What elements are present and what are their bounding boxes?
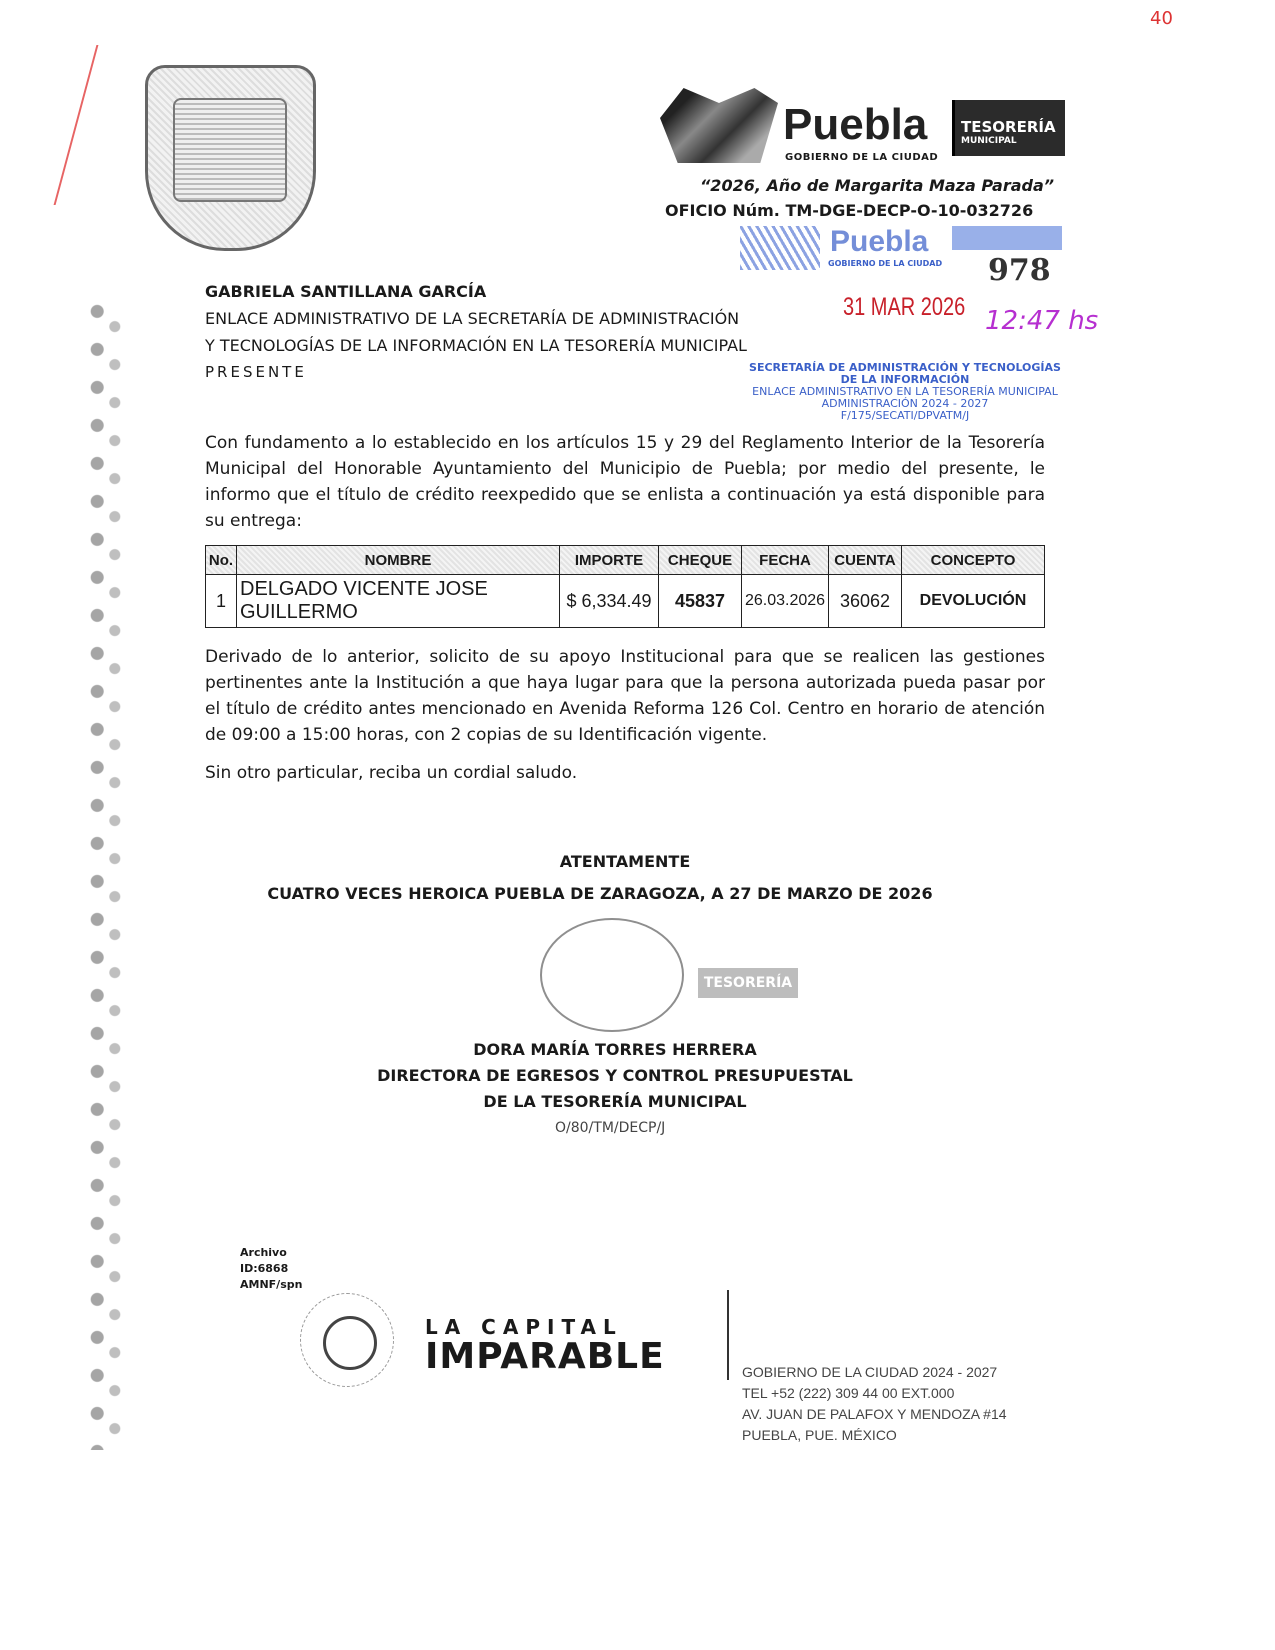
- city-coat-of-arms-seal: [145, 65, 316, 251]
- cell-no: 1: [206, 575, 237, 628]
- puebla-logo-word: Puebla: [783, 100, 928, 149]
- footer-line: AV. JUAN DE PALAFOX Y MENDOZA #14: [742, 1406, 1007, 1422]
- stamp-line: F/175/SECATI/DPVATM/J: [840, 409, 970, 422]
- signer-title-1: DIRECTORA DE EGRESOS Y CONTROL PRESUPUESTAL: [377, 1066, 853, 1085]
- stamp-logo-word: Puebla: [830, 225, 929, 258]
- body-paragraph-1: Con fundamento a lo establecido en los artículos 15 y 29 del Reglamento Interior de la Tesorería Municipal del Honorable Ayuntamiento del Municipio de Puebla; por medio del presente, le informo que el título de crédito reexpedido que se enlista a continuación ya está disponible para su entrega:: [205, 433, 1045, 531]
- archive-line: ID:6868: [240, 1262, 289, 1275]
- slogan-line-1: LA CAPITAL: [425, 1315, 623, 1339]
- col-importe: IMPORTE: [560, 546, 659, 575]
- footer-contact: [742, 1362, 1007, 1446]
- stamp-line: ENLACE ADMINISTRATIVO EN LA TESORERÍA MUNICIPAL: [752, 385, 1058, 398]
- col-fecha: FECHA: [742, 546, 829, 575]
- footer-line: PUEBLA, PUE. MÉXICO: [742, 1427, 897, 1443]
- slogan-line-2: IMPARABLE: [425, 1336, 665, 1377]
- tesoreria-badge: [952, 100, 1065, 156]
- recipient-block: [205, 278, 747, 386]
- reception-stamp-text: [740, 362, 1070, 422]
- cell-cheque: 45837: [659, 575, 742, 628]
- stamp-box: [952, 226, 1062, 250]
- col-no: No.: [206, 546, 237, 575]
- cell-fecha: 26.03.2026: [742, 575, 829, 628]
- stamp-line: DE LA INFORMACIÓN: [840, 373, 970, 386]
- stamp-logo-icon: [740, 226, 820, 270]
- signer-name: DORA MARÍA TORRES HERRERA: [473, 1040, 757, 1059]
- presente: PRESENTE: [205, 363, 307, 381]
- atentamente: ATENTAMENTE: [559, 852, 691, 871]
- col-nombre: NOMBRE: [237, 546, 560, 575]
- cell-cuenta: 36062: [829, 575, 902, 628]
- folio-number: 978: [988, 253, 1051, 288]
- stamp-line: SECRETARÍA DE ADMINISTRACIÓN Y TECNOLOGÍAS: [749, 361, 1061, 374]
- recipient-title-2: Y TECNOLOGÍAS DE LA INFORMACIÓN EN LA TESORERÍA MUNICIPAL: [205, 336, 747, 355]
- decorative-side-border: [84, 300, 134, 1450]
- table-row: [206, 575, 1045, 628]
- signature-and-stamp: [470, 918, 800, 1038]
- archive-note: [240, 1245, 302, 1293]
- logo-subtitle: GOBIERNO DE LA CIUDAD: [785, 152, 939, 163]
- dept-line2: MUNICIPAL: [961, 136, 1017, 146]
- col-concepto: CONCEPTO: [902, 546, 1045, 575]
- archive-line: AMNF/spn: [240, 1278, 303, 1291]
- signer-title-2: DE LA TESORERÍA MUNICIPAL: [483, 1092, 747, 1111]
- cell-nombre: DELGADO VICENTE JOSE GUILLERMO: [237, 575, 560, 628]
- reference-code: O/80/TM/DECP/J: [555, 1120, 666, 1136]
- reception-date: 31 MAR 2026: [843, 293, 966, 321]
- footer-line: TEL +52 (222) 309 44 00 EXT.000: [742, 1385, 955, 1401]
- oficio-number: OFICIO Núm. TM-DGE-DECP-O-10-032726: [665, 201, 1034, 220]
- signature-scribble: [540, 918, 684, 1032]
- footer-divider: [727, 1290, 729, 1380]
- dept-line1: TESORERÍA: [961, 118, 1056, 136]
- body-paragraph-3: Sin otro particular, reciba un cordial saludo.: [205, 763, 578, 783]
- recipient-title-1: ENLACE ADMINISTRATIVO DE LA SECRETARÍA DE ADMINISTRACIÓN: [205, 309, 740, 328]
- stamp-label: TESORERÍA: [698, 968, 798, 998]
- handwritten-page-number: 40: [1150, 8, 1173, 29]
- cell-importe: $ 6,334.49: [560, 575, 659, 628]
- place-date: CUATRO VECES HEROICA PUEBLA DE ZARAGOZA, A 27 DE MARZO DE 2026: [267, 884, 933, 903]
- stamp-line: ADMINISTRACIÓN 2024 - 2027: [821, 397, 989, 410]
- stamp-logo-sub: GOBIERNO DE LA CIUDAD: [828, 259, 943, 268]
- body-paragraph-2: Derivado de lo anterior, solicito de su apoyo Institucional para que se realicen las gestiones pertinentes ante la Institución a que haya lugar para que la persona autorizada pueda pasar por el título de crédito antes mencionado en Avenida Reforma 126 Col. Centro en horario de atención de 09:00 a 15:00 horas, con 2 copias de su Identificación vigente.: [205, 647, 1045, 745]
- recipient-name: GABRIELA SANTILLANA GARCÍA: [205, 282, 487, 301]
- handwritten-time: 12:47 hs: [985, 306, 1099, 336]
- year-motto: “2026, Año de Margarita Maza Parada”: [700, 176, 1055, 195]
- norma-igualdad-seal: [300, 1293, 394, 1387]
- footer-line: GOBIERNO DE LA CIUDAD 2024 - 2027: [742, 1364, 998, 1380]
- col-cheque: CHEQUE: [659, 546, 742, 575]
- credit-title-table: [205, 545, 1045, 628]
- cell-concepto: DEVOLUCIÓN: [902, 575, 1045, 628]
- table-header-row: [206, 546, 1045, 575]
- puebla-logo-icon: [660, 88, 778, 163]
- col-cuenta: CUENTA: [829, 546, 902, 575]
- archive-line: Archivo: [240, 1246, 287, 1259]
- slogan-logo: [425, 1315, 665, 1375]
